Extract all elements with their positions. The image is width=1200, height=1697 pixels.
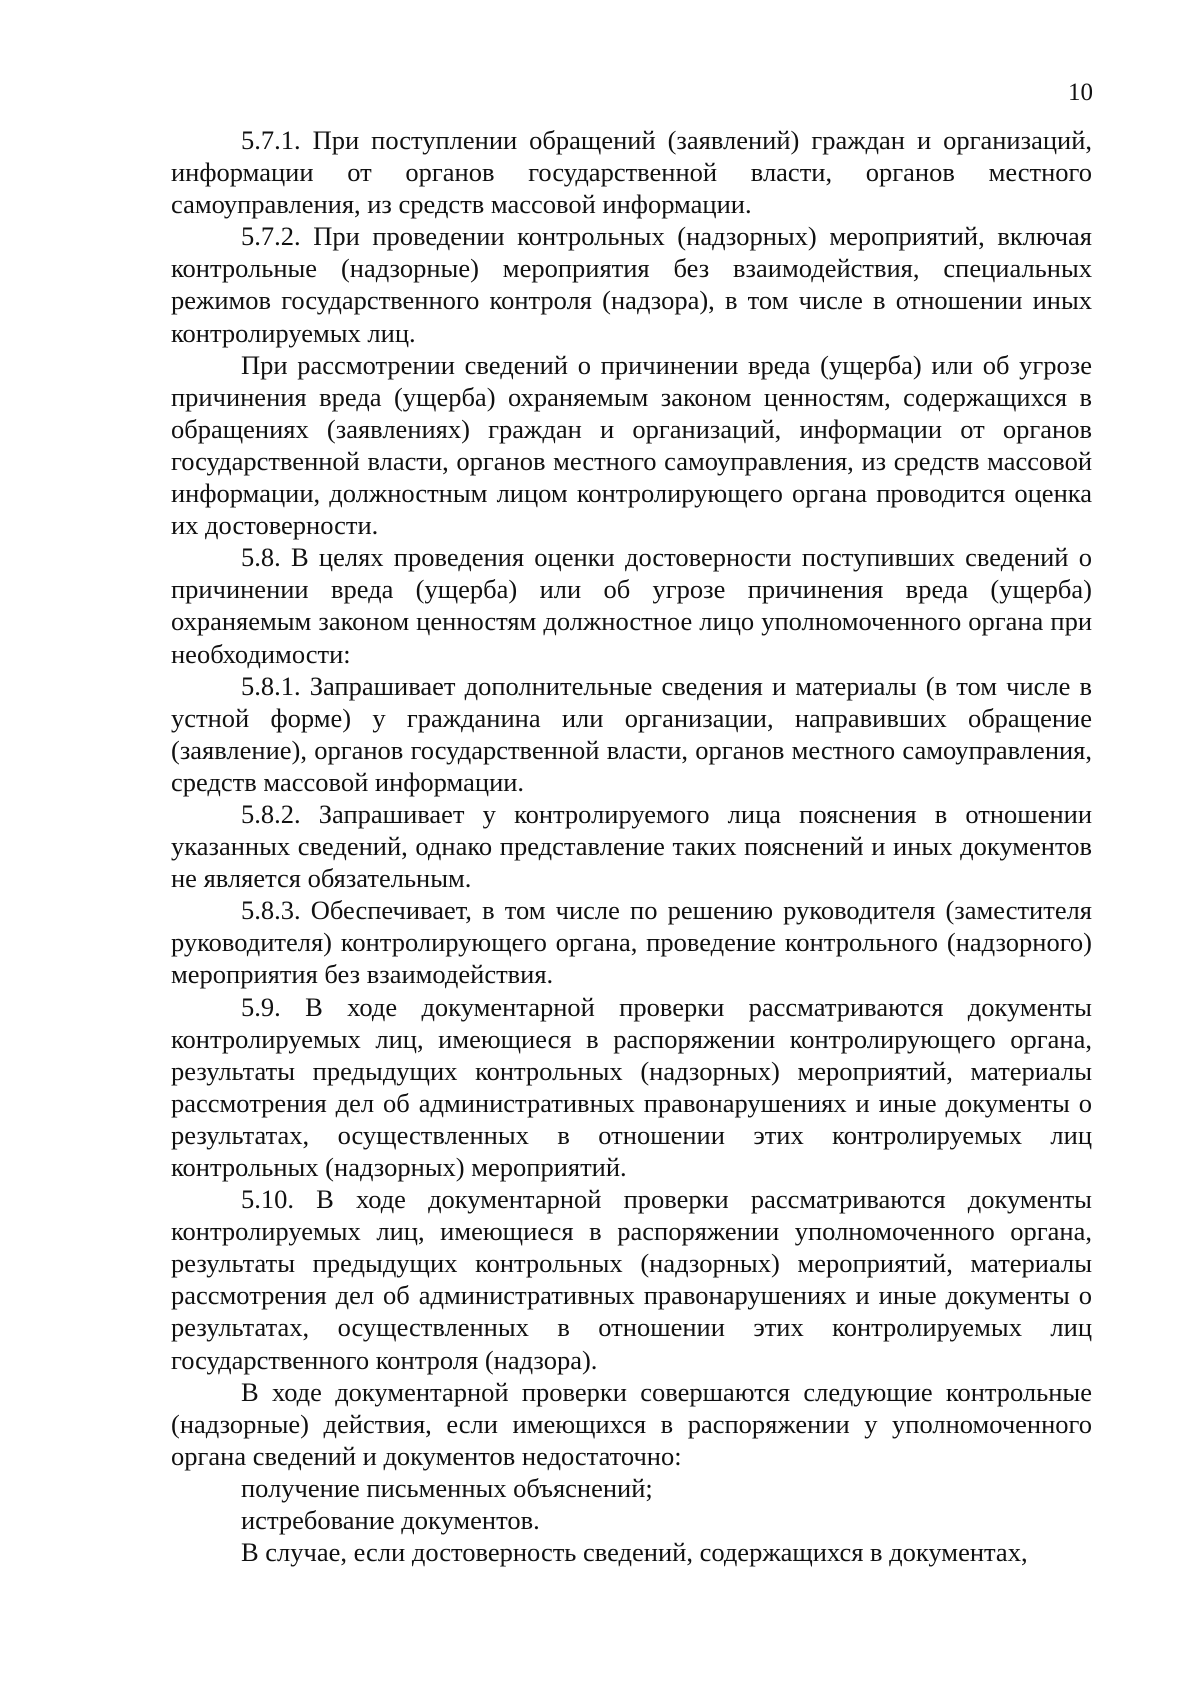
paragraph-5-7-1: 5.7.1. При поступлении обращений (заявлений) граждан и организаций, информации от органов государственной власти, органов местного самоуправления, из средств массовой информации. <box>171 125 1092 220</box>
paragraph-5-7-2: 5.7.2. При проведении контрольных (надзорных) мероприятий, включая контрольные (надзорные) мероприятия без взаимодействия, специальных режимов государственного контроля (надзора), в том числе в отношении иных контролируемых лиц. <box>171 221 1092 348</box>
paragraph-5-10: 5.10. В ходе документарной проверки рассматриваются документы контролируемых лиц, имеющиеся в распоряжении уполномоченного органа, результаты предыдущих контрольных (надзорных) мероприятий, материалы рассмотрения дел об административных правонарушениях и иные документы о результатах, осуществленных в отношении этих контролируемых лиц государственного контроля (надзора). <box>171 1184 1092 1375</box>
document-body <box>171 124 1092 1568</box>
paragraph-5-8-2: 5.8.2. Запрашивает у контролируемого лица пояснения в отношении указанных сведений, однако представление таких пояснений и иных документов не является обязательным. <box>171 798 1092 894</box>
paragraph-5-9: 5.9. В ходе документарной проверки рассматриваются документы контролируемых лиц, имеющиеся в распоряжении контролирующего органа, результаты предыдущих контрольных (надзорных) мероприятий, материалы рассмотрения дел об административных правонарушениях и иные документы о результатах, осуществленных в отношении этих контролируемых лиц контрольных (надзорных) мероприятий. <box>171 991 1092 1182</box>
paragraph-continuation: В случае, если достоверность сведений, содержащихся в документах, <box>241 1537 1028 1568</box>
paragraph-5-8-1: 5.8.1. Запрашивает дополнительные сведения и материалы (в том числе в устной форме) у гражданина или организации, направивших обращение (заявление), органов государственной власти, органов местного самоуправления, средств массовой информации. <box>171 670 1092 797</box>
list-item-document-request: истребование документов. <box>241 1505 540 1536</box>
paragraph-harm-assessment: При рассмотрении сведений о причинении вреда (ущерба) или об угрозе причинения вреда (ущерба) охраняемым законом ценностям, содержащихся в обращениях (заявлениях) граждан и организаций, информации от органов государственной власти, органов местного самоуправления, из средств массовой информации, должностным лицом контролирующего органа проводится оценка их достоверности. <box>171 349 1092 541</box>
paragraph-5-8: 5.8. В целях проведения оценки достоверности поступивших сведений о причинении вреда (ущерба) или об угрозе причинения вреда (ущерба) охраняемым законом ценностям должностное лицо уполномоченного органа при необходимости: <box>171 542 1092 669</box>
paragraph-control-actions: В ходе документарной проверки совершаются следующие контрольные (надзорные) действия, если имеющихся в распоряжении у уполномоченного органа сведений и документов недостаточно: <box>171 1376 1092 1471</box>
page-number: 10 <box>1068 79 1093 106</box>
paragraph-5-8-3: 5.8.3. Обеспечивает, в том числе по решению руководителя (заместителя руководителя) контролирующего органа, проведение контрольного (надзорного) мероприятия без взаимодействия. <box>171 895 1092 990</box>
list-item-written-explanations: получение письменных объяснений; <box>241 1472 653 1503</box>
